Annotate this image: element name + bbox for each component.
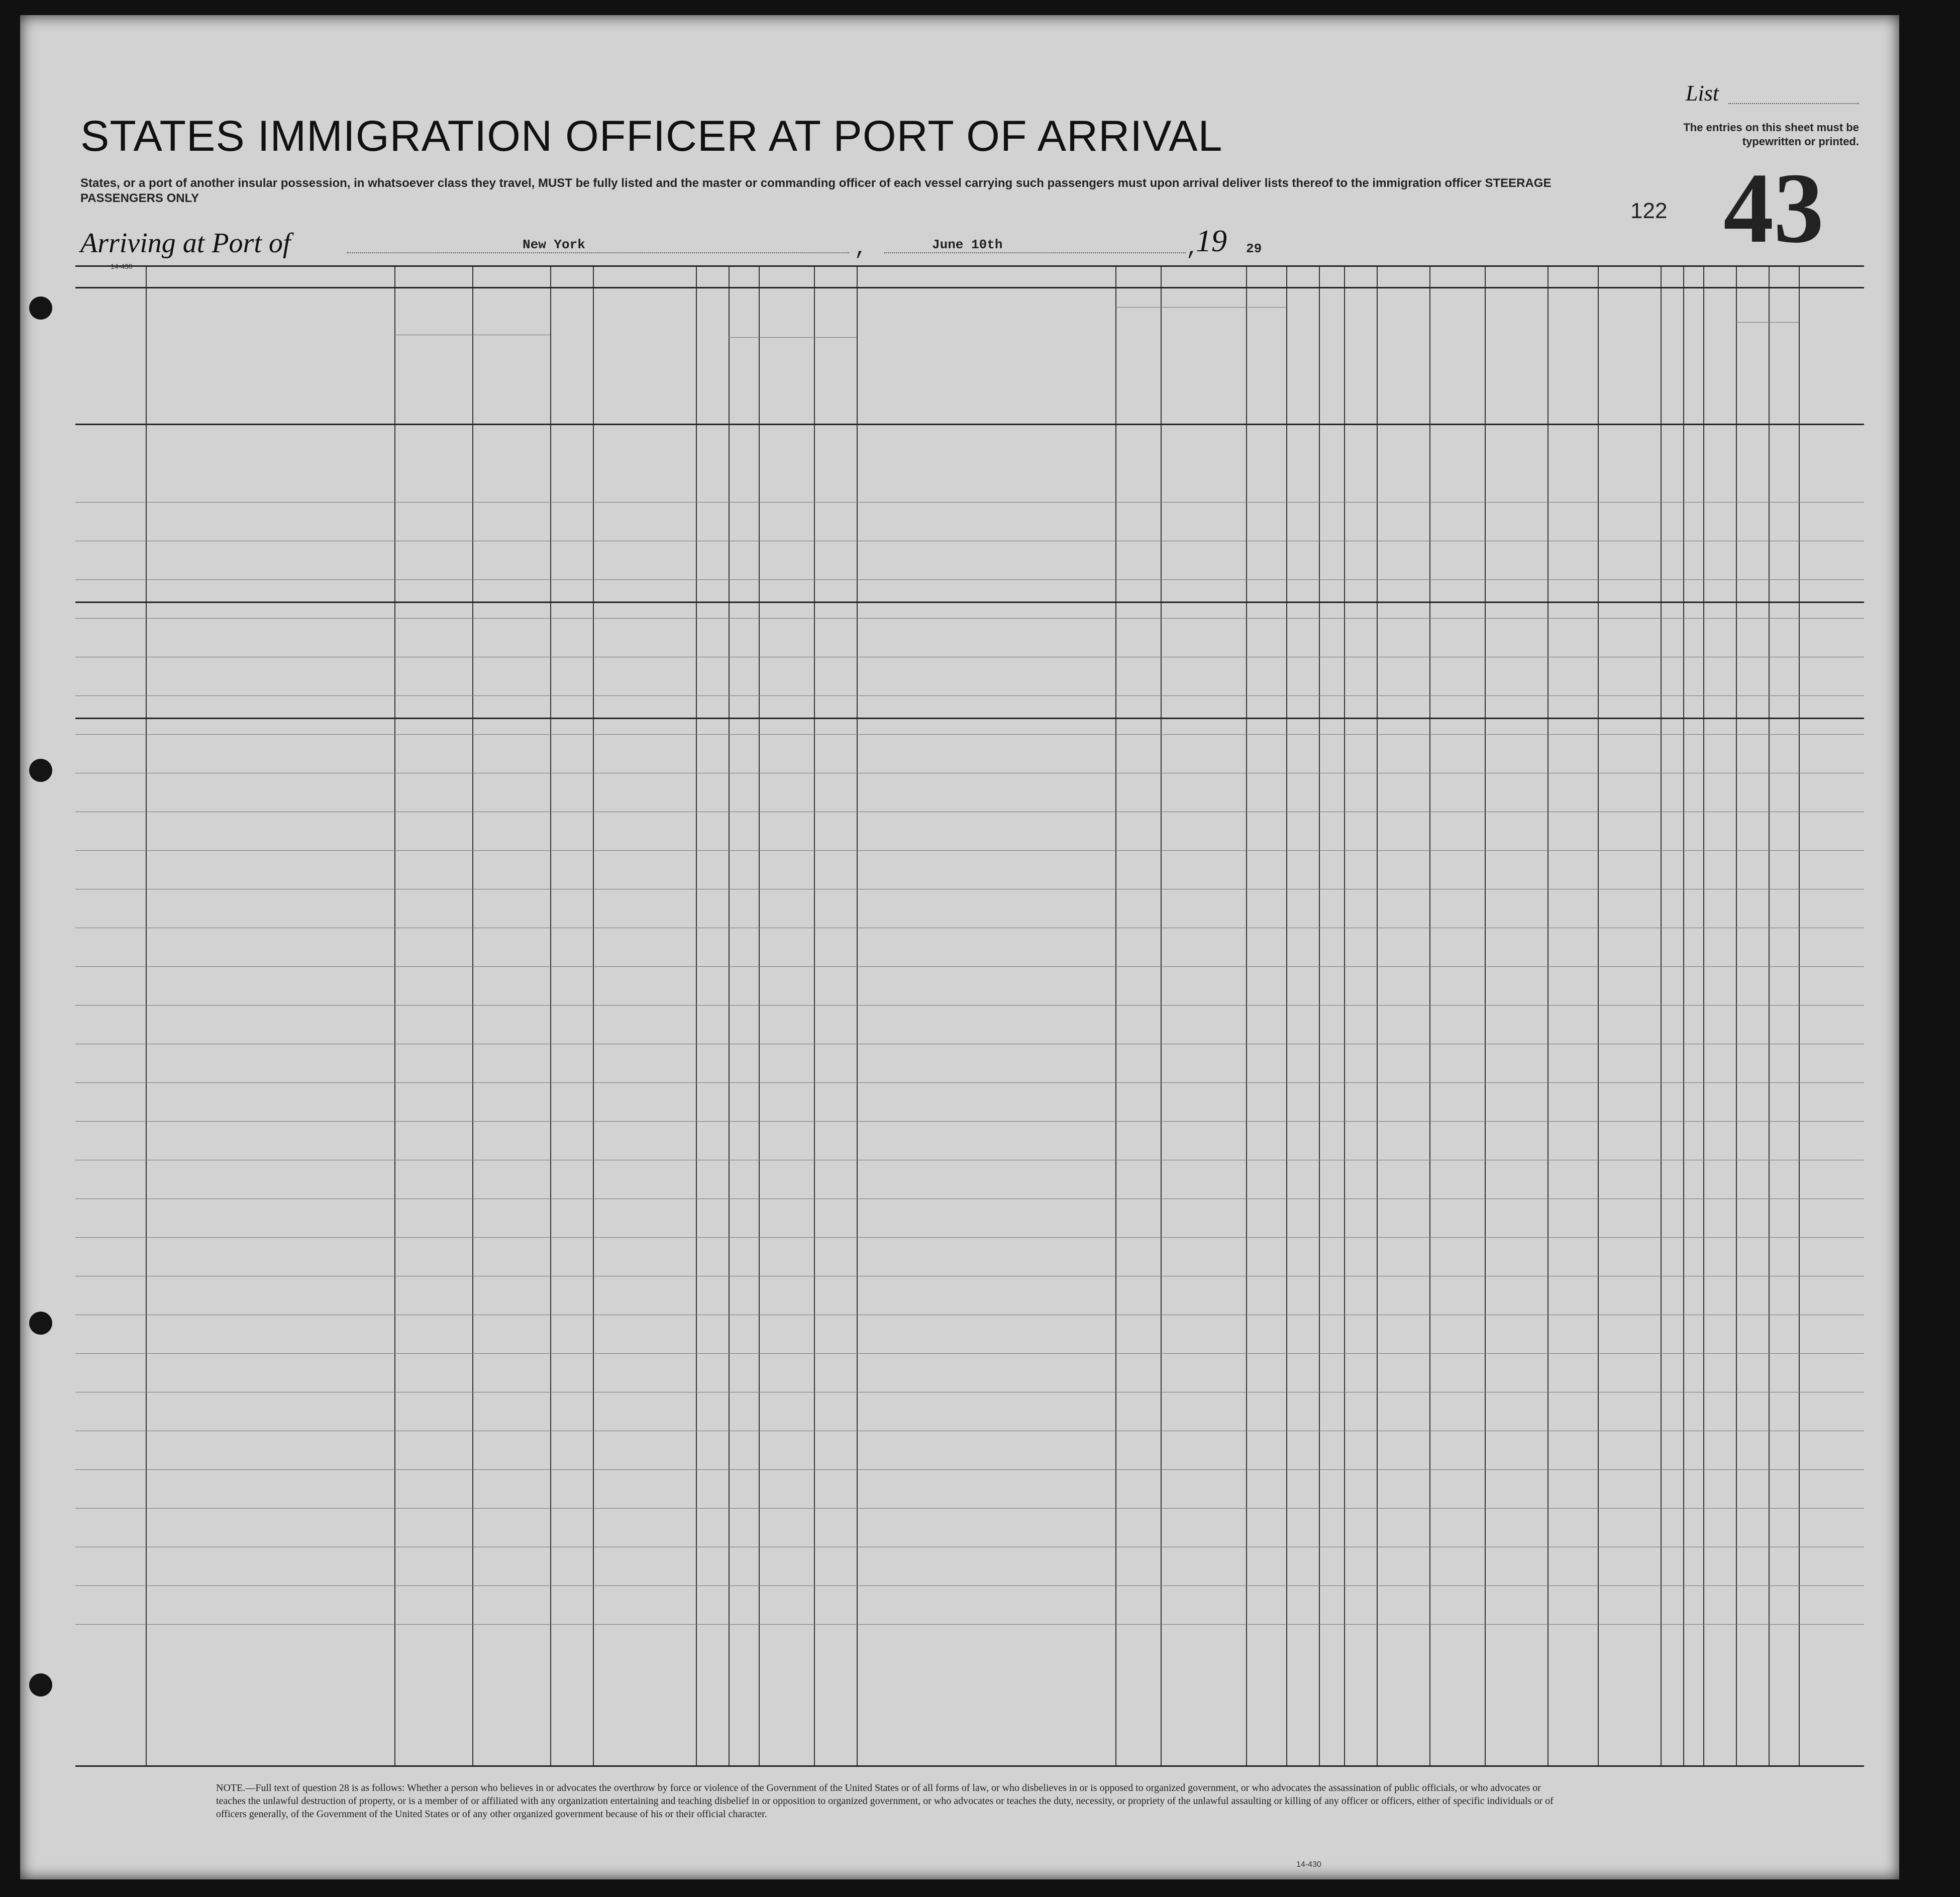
row-rule [75, 1624, 1864, 1625]
column-rule [1429, 267, 1430, 1765]
column-header-polygamist [1324, 297, 1339, 419]
column-header-money [705, 297, 720, 419]
header-divider [75, 424, 1864, 425]
row-rule [75, 1585, 1864, 1586]
column-rule [1344, 267, 1345, 1765]
header-subdivider [1736, 322, 1799, 323]
column-rule [1115, 267, 1116, 1765]
manifest-table [75, 265, 1864, 1767]
column-header-prison [1296, 297, 1311, 419]
binder-hole [29, 759, 52, 782]
column-rule [472, 267, 473, 1765]
row-rule [75, 1082, 1864, 1083]
column-rule [1286, 267, 1287, 1765]
header-subdivider [729, 337, 857, 338]
year-prefix: 19 [1196, 224, 1227, 258]
column-rule [696, 267, 697, 1765]
strike-through-line [75, 602, 1864, 603]
binder-hole [29, 296, 52, 320]
row-rule [75, 1005, 1864, 1006]
column-header-feet [1665, 352, 1680, 419]
column-header-overthrow [1396, 297, 1411, 419]
row-rule [75, 1121, 1864, 1122]
header-subdivider [1115, 307, 1286, 308]
header-divider [75, 287, 1864, 288]
comma: , [1186, 236, 1199, 261]
column-rule [146, 267, 147, 1765]
column-rule [1736, 267, 1737, 1765]
page-title: STATES IMMIGRATION OFFICER AT PORT OF ARRIVAL [80, 112, 1223, 160]
list-number: 43 [1723, 153, 1824, 264]
column-rule [394, 267, 395, 1765]
list-label: List [1686, 81, 1719, 106]
column-rule [1377, 267, 1378, 1765]
column-rule [1703, 267, 1704, 1765]
arrival-label: Arriving at Port of [80, 228, 291, 259]
comma: , [854, 236, 868, 261]
list-note: The entries on this sheet must be typewritten or printed. [1683, 121, 1859, 148]
column-header-deported [1509, 297, 1524, 419]
column-rule [857, 267, 858, 1765]
row-rule [75, 1353, 1864, 1354]
page-subtitle: States, or a port of another insular possession, in whatsoever class they travel, MUST be fully listed and the master or commanding officer of each vessel carrying such passengers must upon arrival deliver lists thereof to the immigration officer STEERAGE PASSENGERS ONLY [80, 176, 1552, 205]
row-rule [75, 1237, 1864, 1238]
row-rule [75, 618, 1864, 619]
date-value: June 10th [932, 237, 1003, 252]
column-rule [1683, 267, 1684, 1765]
row-rule [75, 966, 1864, 967]
column-rule [759, 267, 760, 1765]
column-rule [1799, 267, 1800, 1765]
row-rule [75, 734, 1864, 735]
column-rule [1319, 267, 1320, 1765]
column-rule [593, 267, 594, 1765]
column-header-ticket [565, 297, 580, 419]
column-rule [1598, 267, 1599, 1765]
column-rule [729, 267, 730, 1765]
column-rule [1548, 267, 1549, 1765]
column-rule [550, 267, 551, 1765]
binder-hole [29, 1312, 52, 1335]
row-rule [75, 850, 1864, 851]
column-header-labor-offer [1450, 297, 1465, 419]
row-rule [75, 579, 1864, 580]
column-header-length [1196, 312, 1211, 419]
year-suffix: 29 [1246, 241, 1262, 256]
date-field-line [884, 252, 1186, 253]
column-rule [1246, 267, 1247, 1765]
port-value: New York [523, 237, 585, 252]
column-header-anarchist [1354, 297, 1369, 419]
column-header-inches [1686, 352, 1701, 419]
row-rule [75, 695, 1864, 696]
binder-hole [29, 1673, 52, 1696]
row-rule [75, 1469, 1864, 1470]
row-rule [75, 502, 1864, 503]
list-field-line [1728, 103, 1859, 104]
port-field-line [347, 252, 849, 253]
column-rule [1161, 267, 1162, 1765]
column-header-return [1131, 312, 1146, 419]
strike-through-line [75, 718, 1864, 719]
column-header-citizen [1259, 312, 1274, 419]
form-code: 14-430 [1296, 1860, 1321, 1869]
footnote: NOTE.—Full text of question 28 is as follows: Whether a person who believes in or advocates the overthrow by force or violence of the Government of the United States or of all forms of law, or who disbelieves in or is opposed to organized government, or who advocates the assassination of public officials, or who advocates or teaches the unlawful destruction of property, or is a member of or affiliated with any organization entertaining and teaching disbelief in or opposition to organized government, or who advocates or teaches the duty, necessity, or propriety of the unlawful assaulting or killing of any officer or officers, either of specific individuals or of officers generally, of the Government of the United States or of any other organized government because of his or their official character. [216, 1782, 1554, 1820]
row-rule [75, 1508, 1864, 1509]
column-rule [1485, 267, 1486, 1765]
form-code: 14-430 [111, 262, 133, 270]
column-rule [1661, 267, 1662, 1765]
column-rule [814, 267, 815, 1765]
sheet-number: 122 [1630, 198, 1668, 223]
column-rule [1769, 267, 1770, 1765]
